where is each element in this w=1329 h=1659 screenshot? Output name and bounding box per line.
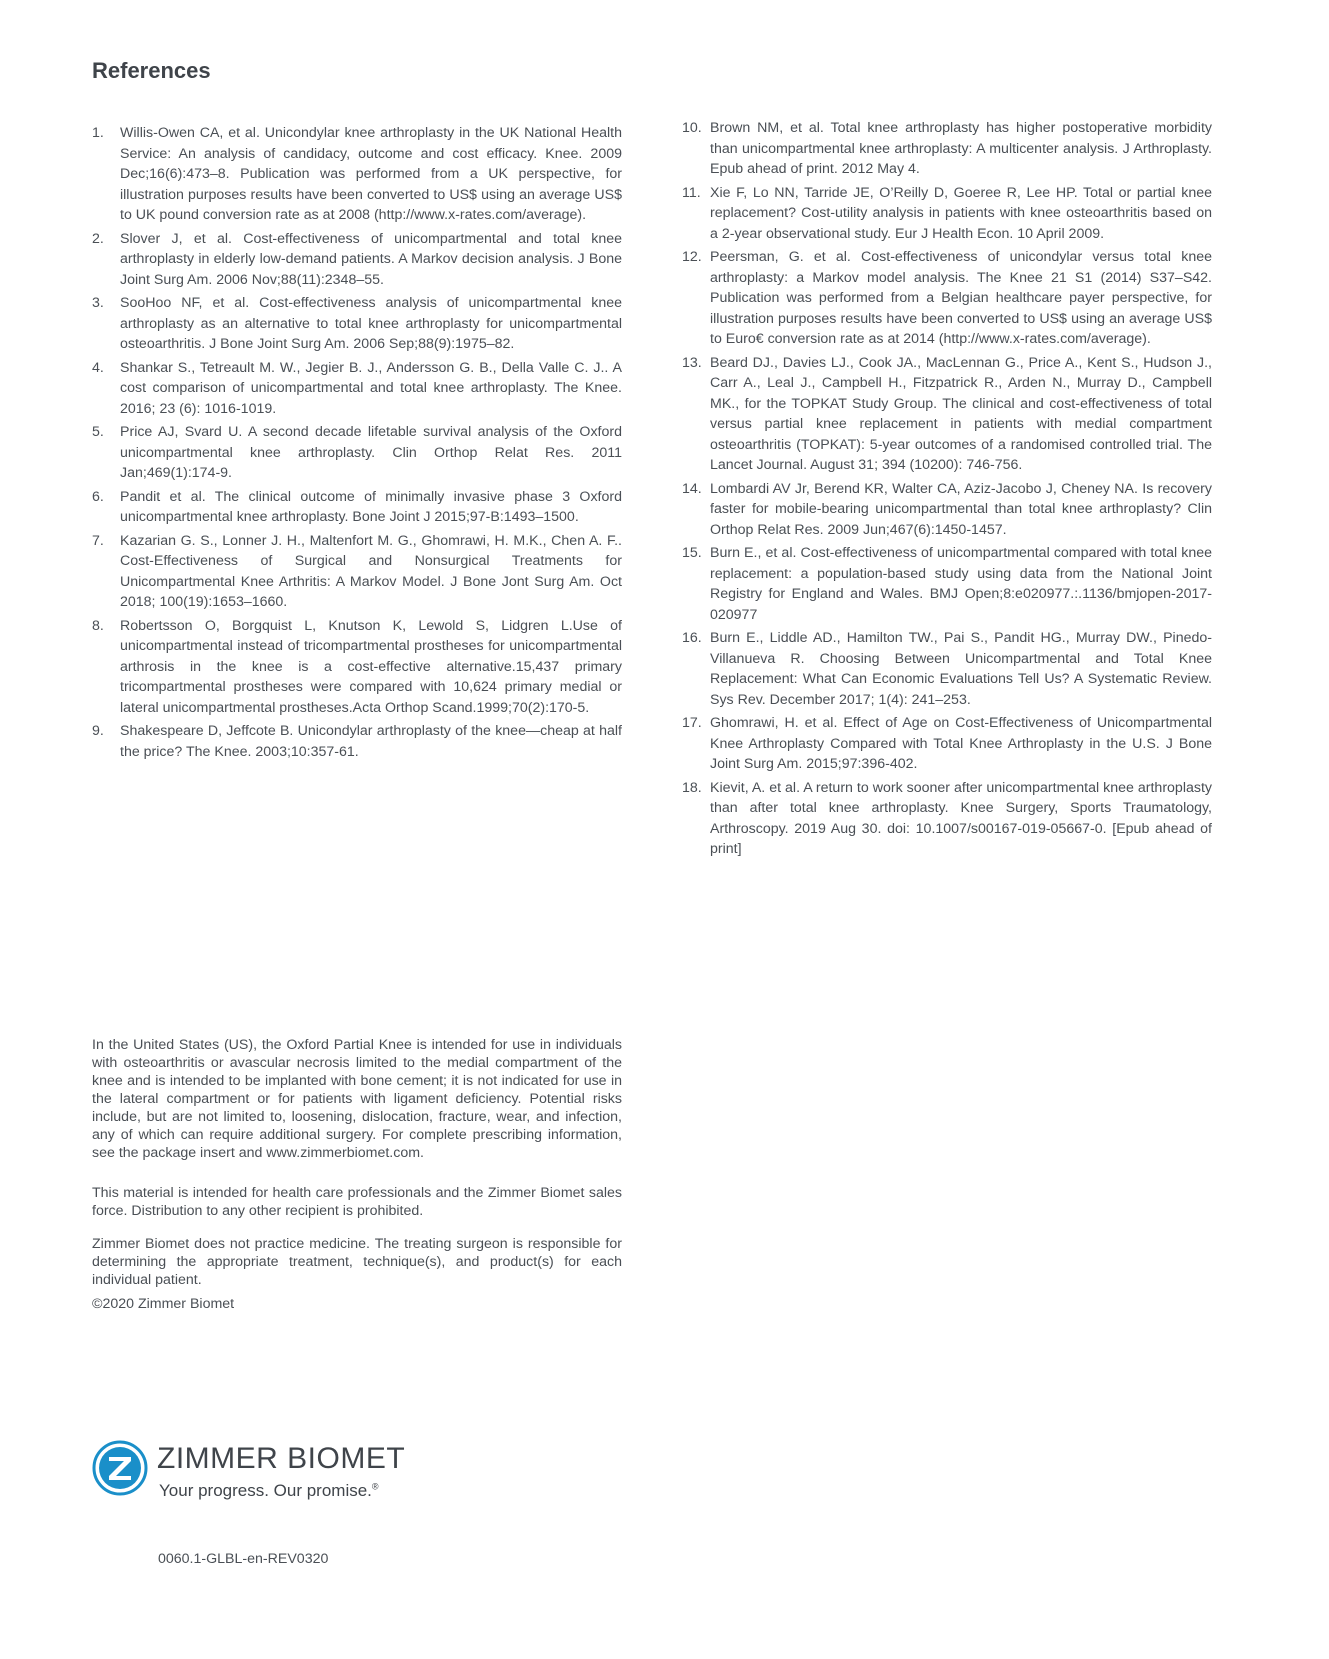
reference-text: Ghomrawi, H. et al. Effect of Age on Cost-Effectiveness of Unicompartmental Knee Arthroplasty Compared with Total Knee Arthroplasty in the U.S. J Bone Joint Surg Am. 2015;97:396-402.: [710, 715, 1212, 772]
reference-item: [682, 183, 1212, 245]
reference-number: 1.: [92, 125, 104, 141]
intended-use-statement: In the United States (US), the Oxford Partial Knee is intended for use in individuals with osteoarthritis or avascular necrosis limited to the medial compartment of the knee and is intended to be implanted with bone cement; it is not indicated for use in the lateral compartment or for patients with ligament deficiency. Potential risks include, but are not limited to, loosening, dislocation, fracture, wear, and infection, any of which can require additional surgery. For complete prescribing information, see the package insert and www.zimmerbiomet.com.: [92, 1037, 622, 1161]
reference-item: [92, 358, 622, 420]
copyright: ©2020 Zimmer Biomet: [92, 1296, 235, 1312]
reference-text: Slover J, et al. Cost-effectiveness of unicompartmental and total knee arthroplasty in elderly low-demand patients. A Markov decision analysis. J Bone Joint Surg Am. 2006 Nov;88(11):2348–55.: [120, 230, 622, 288]
references-left-column: [92, 123, 622, 765]
logo-name: ZIMMER BIOMET: [157, 1442, 406, 1475]
reference-number: 2.: [92, 230, 104, 247]
reference-number: 13.: [682, 354, 702, 371]
reference-number: 15.: [682, 545, 702, 561]
registered-mark: ®: [371, 1481, 379, 1492]
reference-text: SooHoo NF, et al. Cost-effectiveness analysis of unicompartmental knee arthroplasty as an alternative to total knee arthroplasty for unicompartmental osteoarthritis. J Bone Joint Surg Am. 2006 Sep;88(9):1975–82.: [120, 295, 622, 352]
reference-text: Kazarian G. S., Lonner J. H., Maltenfort M. G., Ghomrawi, H. M.K., Chen A. F.. Cost-Effectiveness of Surgical and Nonsurgical Treatments for Unicompartmental Knee Arthritis: A Markov Model. J Bone Jont Surg Am. Oct 2018; 100(19):1653–1660.: [120, 532, 622, 610]
reference-text: Xie F, Lo NN, Tarride JE, O’Reilly D, Goeree R, Lee HP. Total or partial knee replacement? Cost-utility analysis in patients with knee osteoarthritis based on a 2-year observational study. Eur J Health Econ. 10 April 2009.: [710, 184, 1212, 242]
logo-tagline: Your progress. Our promise.®: [159, 1481, 379, 1500]
reference-number: 17.: [682, 715, 702, 731]
no-medicine-statement: Zimmer Biomet does not practice medicine. The treating surgeon is responsible for determining the appropriate treatment, technique(s), and product(s) for each individual patient.: [92, 1236, 622, 1288]
reference-text: Pandit et al. The clinical outcome of minimally invasive phase 3 Oxford unicompartmental knee arthroplasty. Bone Joint J 2015;97-B:1493–1500.: [120, 488, 622, 525]
reference-number: 10.: [682, 120, 702, 136]
reference-text: Brown NM, et al. Total knee arthroplasty has higher postoperative morbidity than unicompartmental knee arthroplasty: A multicenter analysis. J Arthroplasty. Epub ahead of print. 2012 May 4.: [710, 120, 1212, 177]
z-logo-icon: [92, 1440, 148, 1496]
reference-text: Peersman, G. et al. Cost-effectiveness of unicondylar versus total knee arthroplasty: a Markov model analysis. The Knee 21 S1 (2014) S37–S42. Publication was performed from a Belgian healthcare payer perspective, for illustration purposes results have been converted to US$ using an average US$ to Euro€ conversion rate as at 2014 (http://www.x-rates.com/average).: [710, 249, 1212, 347]
reference-item: [92, 487, 622, 528]
reference-item: [682, 118, 1212, 180]
reference-number: 5.: [92, 424, 104, 440]
reference-text: Beard DJ., Davies LJ., Cook JA., MacLennan G., Price A., Kent S., Hudson J., Carr A., Leal J., Campbell H., Fitzpatrick R., Arden N., Murray D., Campbell MK., for the TOPKAT Study Group. The clinical and cost-effectiveness of total versus partial knee replacement in patients with medial compartment osteoarthritis (TOPKAT): 5-year outcomes of a randomised controlled trial. The Lancet Journal. August 31; 394 (10200): 746-756.: [710, 354, 1212, 473]
reference-item: [682, 353, 1212, 476]
zimmer-biomet-logo: [92, 1440, 412, 1500]
reference-number: 3.: [92, 295, 104, 311]
reference-number: 11.: [682, 184, 701, 201]
reference-text: Burn E., Liddle AD., Hamilton TW., Pai S., Pandit HG., Murray DW., Pinedo-Villanueva R. Choosing Between Unicompartmental and Total Knee Replacement: What Can Economic Evaluations Tell Us? A Systematic Review. Sys Rev. December 2017; 1(4): 241–253.: [710, 630, 1212, 708]
reference-item: [92, 721, 622, 762]
reference-number: 14.: [682, 480, 702, 497]
reference-number: 7.: [92, 532, 104, 549]
reference-item: [92, 293, 622, 355]
reference-number: 4.: [92, 359, 104, 376]
reference-number: 8.: [92, 617, 104, 634]
reference-item: [92, 422, 622, 484]
page-title: References: [92, 58, 211, 83]
reference-item: [682, 778, 1212, 860]
reference-text: Lombardi AV Jr, Berend KR, Walter CA, Aziz-Jacobo J, Cheney NA. Is recovery faster for mobile-bearing unicompartmental than total knee arthroplasty? Clin Orthop Relat Res. 2009 Jun;467(6):1450-1457.: [710, 480, 1212, 538]
reference-item: [682, 713, 1212, 775]
reference-number: 12.: [682, 249, 702, 265]
reference-item: [682, 479, 1212, 541]
reference-item: [92, 123, 622, 226]
reference-item: [682, 543, 1212, 625]
reference-number: 18.: [682, 779, 702, 796]
reference-item: [92, 616, 622, 719]
document-code: 0060.1-GLBL-en-REV0320: [158, 1551, 329, 1567]
reference-text: Robertsson O, Borgquist L, Knutson K, Lewold S, Lidgren L.Use of unicompartmental instead of tricompartmental prostheses for unicompartmental arthrosis in the knee is a cost-effective alternative.15,437 primary tricompartmental prostheses were compared with 10,624 primary medial or lateral unicompartmental prostheses.Acta Orthop Scand.1999;70(2):170-5.: [120, 617, 622, 716]
reference-text: Shankar S., Tetreault M. W., Jegier B. J., Andersson G. B., Della Valle C. J.. A cost comparison of unicompartmental and total knee arthroplasty. The Knee. 2016; 23 (6): 1016-1019.: [120, 359, 622, 417]
references-right-column: [682, 118, 1212, 863]
reference-text: Burn E., et al. Cost-effectiveness of unicompartmental compared with total knee replacement: a population-based study using data from the National Joint Registry for England and Wales. BMJ Open;8:e020977.:.1136/bmjopen-2017-020977: [710, 545, 1212, 623]
reference-text: Kievit, A. et al. A return to work sooner after unicompartmental knee arthroplasty than after total knee arthroplasty. Knee Surgery, Sports Traumatology, Arthroscopy. 2019 Aug 30. doi: 10.1007/s00167-019-05667-0. [Epub ahead of print]: [710, 779, 1212, 857]
reference-item: [92, 229, 622, 291]
reference-number: 6.: [92, 488, 104, 505]
reference-item: [682, 628, 1212, 710]
reference-number: 9.: [92, 723, 104, 739]
reference-item: [92, 531, 622, 613]
reference-number: 16.: [682, 630, 702, 646]
audience-statement: This material is intended for health care professionals and the Zimmer Biomet sales force. Distribution to any other recipient is prohibited.: [92, 1185, 622, 1219]
reference-text: Shakespeare D, Jeffcote B. Unicondylar arthroplasty of the knee—cheap at half the price? The Knee. 2003;10:357-61.: [120, 723, 622, 760]
reference-text: Price AJ, Svard U. A second decade lifetable survival analysis of the Oxford unicompartmental knee arthroplasty. Clin Orthop Relat Res. 2011 Jan;469(1):174-9.: [120, 424, 622, 481]
reference-text: Willis-Owen CA, et al. Unicondylar knee arthroplasty in the UK National Health Service: An analysis of candidacy, outcome and cost efficacy. Knee. 2009 Dec;16(6):473–8. Publication was performed from a UK perspective, for illustration purposes results have been converted to US$ using an average US$ to UK pound conversion rate as at 2008 (http://www.x-rates.com/average).: [120, 125, 622, 223]
reference-item: [682, 247, 1212, 350]
